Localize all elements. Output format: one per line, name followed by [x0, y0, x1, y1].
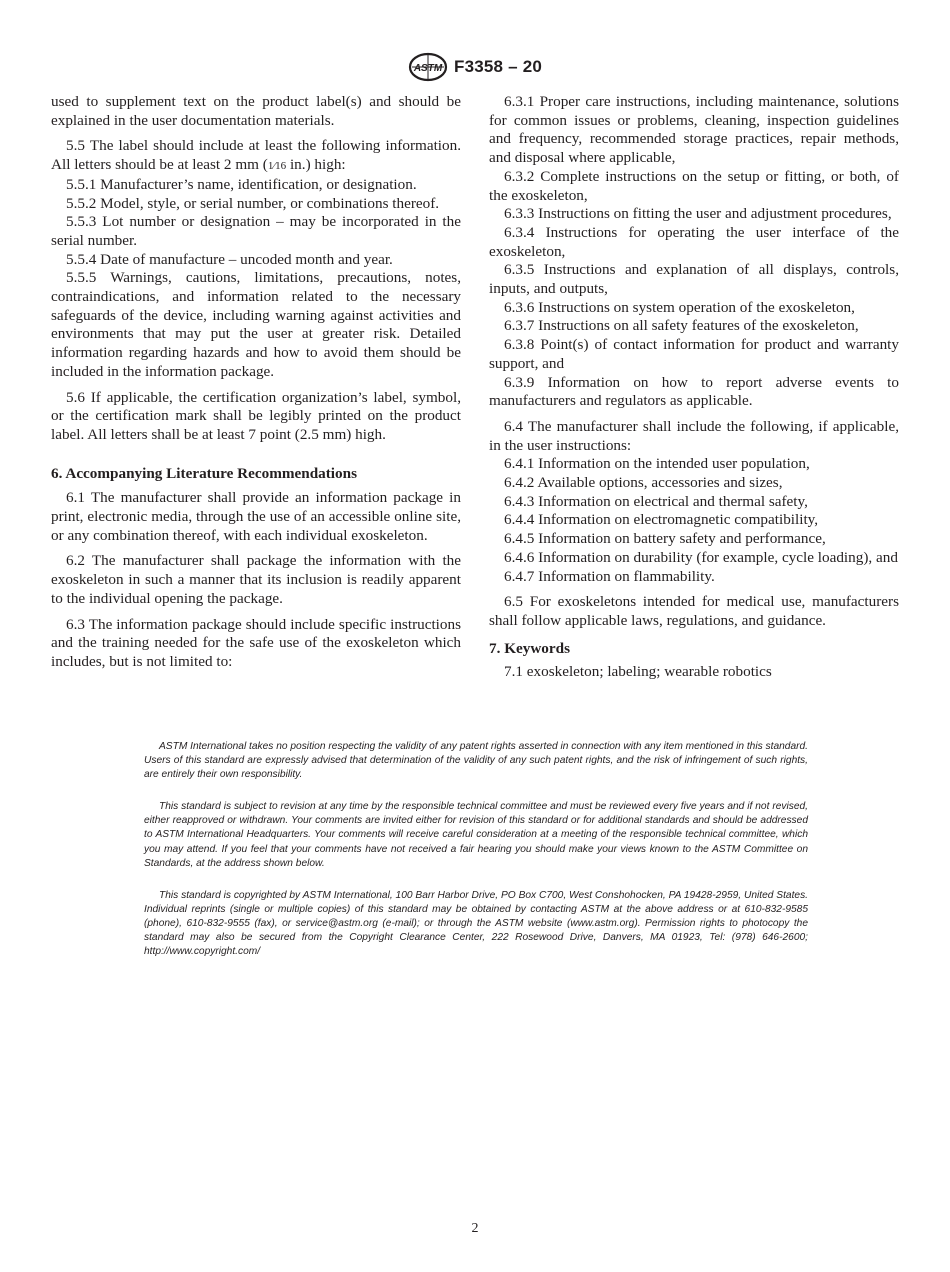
- paragraph-5-5: 5.5 The label should include at least the following information. All letters should be at least 2 mm (1⁄16 in.) high:: [51, 137, 461, 174]
- right-column: [489, 93, 899, 682]
- paragraph-6-4-4: 6.4.4 Information on electromagnetic compatibility,: [504, 511, 819, 529]
- astm-logo-icon: [408, 52, 448, 82]
- paragraph-6-3-6: 6.3.6 Instructions on system operation of the exoskeleton,: [504, 298, 855, 316]
- paragraph-6-3-7: 6.3.7 Instructions on all safety features of the exoskeleton,: [504, 317, 859, 335]
- paragraph-6-4-2: 6.4.2 Available options, accessories and sizes,: [504, 474, 783, 492]
- page-header: [0, 52, 950, 87]
- section-heading-7: 7. Keywords: [489, 639, 570, 657]
- paragraph-5-5-3: 5.5.3 Lot number or designation – may be incorporated in the serial number.: [51, 213, 461, 249]
- svg-text:ASTM: ASTM: [413, 63, 443, 74]
- paragraph-6-4-6: 6.4.6 Information on durability (for example, cycle loading), and: [504, 548, 898, 566]
- paragraph-6-3-8: 6.3.8 Point(s) of contact information for product and warranty support, and: [489, 336, 899, 372]
- paragraph-5-5-5: 5.5.5 Warnings, cautions, limitations, precautions, notes, contraindications, and information related to the necessary safeguards of the device, including warning against activities and environments that may put the user at greater risk. Detailed information regarding hazards and how to avoid them should be included in the information package.: [51, 269, 461, 380]
- paragraph-6-5: 6.5 For exoskeletons intended for medical use, manufacturers shall follow applicable laws, regulations, and guidance.: [489, 593, 899, 629]
- paragraph-6-4-5: 6.4.5 Information on battery safety and performance,: [504, 530, 826, 548]
- copyright-notice: This standard is copyrighted by ASTM International, 100 Barr Harbor Drive, PO Box C700, West Conshohocken, PA 19428-2959, United States. Individual reprints (single or multiple copies) of this standard may be obtained by contacting ASTM at the above address or at 610-832-9585 (phone), 610-832-9555 (fax), or service@astm.org (e-mail); or through the ASTM website (www.astm.org). Permission rights to photocopy the standard may also be secured from the Copyright Clearance Center, 222 Rosewood Drive, Danvers, MA 01923, Tel: (978) 646-2600; http://www.copyright.com/: [144, 889, 808, 958]
- standard-designation: F3358 – 20: [453, 57, 542, 76]
- paragraph-6-4-3: 6.4.3 Information on electrical and thermal safety,: [504, 492, 808, 510]
- paragraph-continuation: used to supplement text on the product label(s) and should be explained in the user documentation materials.: [51, 93, 461, 129]
- paragraph-6-3-5: 6.3.5 Instructions and explanation of all displays, controls, inputs, and outputs,: [489, 261, 899, 298]
- paragraph-5-6: 5.6 If applicable, the certification organization’s label, symbol, or the certification mark shall be legibly printed on the product label. All letters shall be at least 7 point (2.5 mm) high.: [51, 388, 461, 443]
- paragraph-5-5-2: 5.5.2 Model, style, or serial number, or combinations thereof.: [66, 194, 440, 212]
- paragraph-6-3-9: 6.3.9 Information on how to report adverse events to manufacturers and regulators as applicable.: [489, 373, 899, 410]
- paragraph-6-3-2: 6.3.2 Complete instructions on the setup or fitting, or both, of the exoskeleton,: [489, 167, 899, 204]
- paragraph-6-1: 6.1 The manufacturer shall provide an information package in print, electronic media, through the use of an accessible online site, or any combination thereof, with each individual exoskeleton.: [51, 489, 461, 544]
- paragraph-5-5-1: 5.5.1 Manufacturer’s name, identification, or designation.: [66, 175, 417, 193]
- paragraph-6-4-1: 6.4.1 Information on the intended user population,: [504, 455, 810, 473]
- paragraph-6-4-7: 6.4.7 Information on flammability.: [504, 567, 715, 585]
- revision-notice: This standard is subject to revision at any time by the responsible technical committee and must be reviewed every five years and if not revised, either reapproved or withdrawn. Your comments are invited either for revision of this standard or for additional standards and should be addressed to ASTM International Headquarters. Your comments will receive careful consideration at a meeting of the responsible technical committee, which you may attend. If you feel that your comments have not received a fair hearing you should make your views known to the ASTM Committee on Standards, at the address shown below.: [144, 801, 808, 869]
- paragraph-6-3-4: 6.3.4 Instructions for operating the user interface of the exoskeleton,: [489, 223, 899, 260]
- patent-notice: ASTM International takes no position respecting the validity of any patent rights asserted in connection with any item mentioned in this standard. Users of this standard are expressly advised that determination of the validity of any such patent rights, and the risk of infringement of such rights, are entirely their own responsibility.: [144, 741, 808, 781]
- section-heading-6: 6. Accompanying Literature Recommendations: [51, 464, 357, 482]
- paragraph-6-3-1: 6.3.1 Proper care instructions, including maintenance, solutions for common issues or problems, cleaning, inspection guidelines and frequency, recommended storage practices, repair methods, and disposal where applicable,: [489, 93, 899, 167]
- paragraph-6-3-3: 6.3.3 Instructions on fitting the user and adjustment procedures,: [504, 205, 892, 223]
- page-number: 2: [471, 1221, 479, 1236]
- paragraph-6-2: 6.2 The manufacturer shall package the information with the exoskeleton in such a manner that its inclusion is readily apparent to the individual opening the package.: [51, 552, 461, 607]
- paragraph-6-4: 6.4 The manufacturer shall include the following, if applicable, in the user instructions:: [489, 417, 899, 454]
- paragraph-6-3: 6.3 The information package should include specific instructions and the training needed for the safe use of the exoskeleton which includes, but is not limited to:: [51, 615, 461, 670]
- paragraph-7-1: 7.1 exoskeleton; labeling; wearable robotics: [504, 663, 772, 681]
- footer-notices: [144, 740, 808, 977]
- paragraph-5-5-4: 5.5.4 Date of manufacture – uncoded month and year.: [66, 250, 393, 268]
- fraction-text: 1⁄16: [267, 160, 287, 173]
- left-column: [51, 93, 461, 672]
